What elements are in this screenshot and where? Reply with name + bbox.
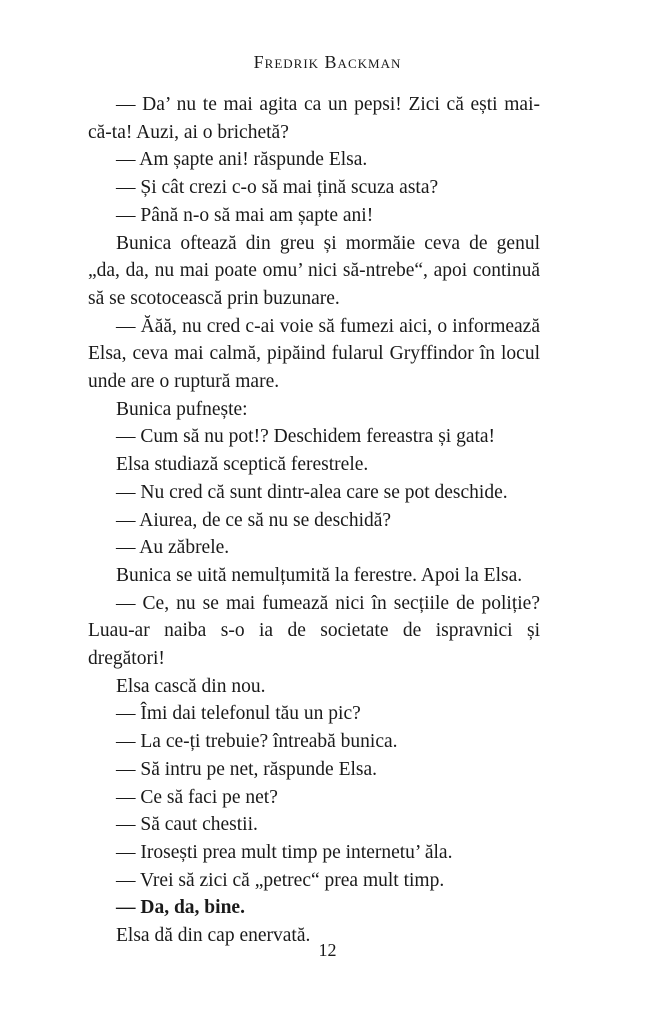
paragraph: — La ce-ți trebuie? întreabă bunica. — [116, 731, 398, 753]
paragraph: — Am șapte ani! răspunde Elsa. — [116, 149, 368, 171]
paragraph: — Până n-o să mai am șapte ani! — [116, 204, 374, 226]
paragraph: — Aiurea, de ce să nu se deschidă? — [116, 509, 392, 531]
body-text — [88, 91, 540, 950]
paragraph: Bunica pufnește: — [116, 398, 248, 420]
paragraph-bold: — Da, da, bine. — [116, 897, 245, 919]
paragraph: Elsa dă din cap enervată. — [116, 925, 311, 947]
paragraph: — Da’ nu te mai agita ca un pepsi! Zici că ești mai-că-ta! Auzi, ai o brichetă? — [88, 94, 540, 143]
paragraph: — Să intru pe net, răspunde Elsa. — [116, 758, 378, 780]
paragraph: — Ce să faci pe net? — [116, 786, 278, 808]
paragraph: Elsa studiază sceptică ferestrele. — [116, 454, 369, 476]
paragraph: — Au zăbrele. — [116, 537, 230, 559]
paragraph: — Și cât crezi c-o să mai țină scuza asta? — [116, 177, 439, 199]
paragraph: — Îmi dai telefonul tău un pic? — [116, 703, 361, 725]
paragraph: — Irosești prea mult timp pe internetu’ ăla. — [116, 841, 453, 863]
paragraph: Bunica oftează din greu și mormăie ceva de genul „da, da, nu mai poate omu’ nici să-ntrebe“, apoi continuă să se scotocească prin buzunare. — [88, 232, 540, 309]
page-number: 12 — [318, 940, 337, 960]
paragraph: — Ăăă, nu cred c-ai voie să fumezi aici, o informează Elsa, ceva mai calmă, pipăind fularul Gryffindor în locul unde are o ruptură mare. — [88, 315, 540, 393]
running-head: Fredrik Backman — [253, 52, 402, 72]
paragraph: — Cum să nu pot!? Deschidem fereastra și gata! — [116, 426, 496, 448]
paragraph: — Ce, nu se mai fumează nici în secțiile de poliție? Luau-ar naiba s-o ia de societate de ispravnici și dregători! — [88, 592, 540, 670]
paragraph: Bunica se uită nemulțumită la ferestre. Apoi la Elsa. — [116, 564, 523, 586]
paragraph: — Să caut chestii. — [116, 814, 258, 836]
paragraph: — Vrei să zici că „petrec“ prea mult timp. — [116, 869, 445, 891]
paragraph: Elsa cască din nou. — [116, 675, 266, 697]
paragraph: — Nu cred că sunt dintr-alea care se pot deschide. — [116, 481, 508, 503]
